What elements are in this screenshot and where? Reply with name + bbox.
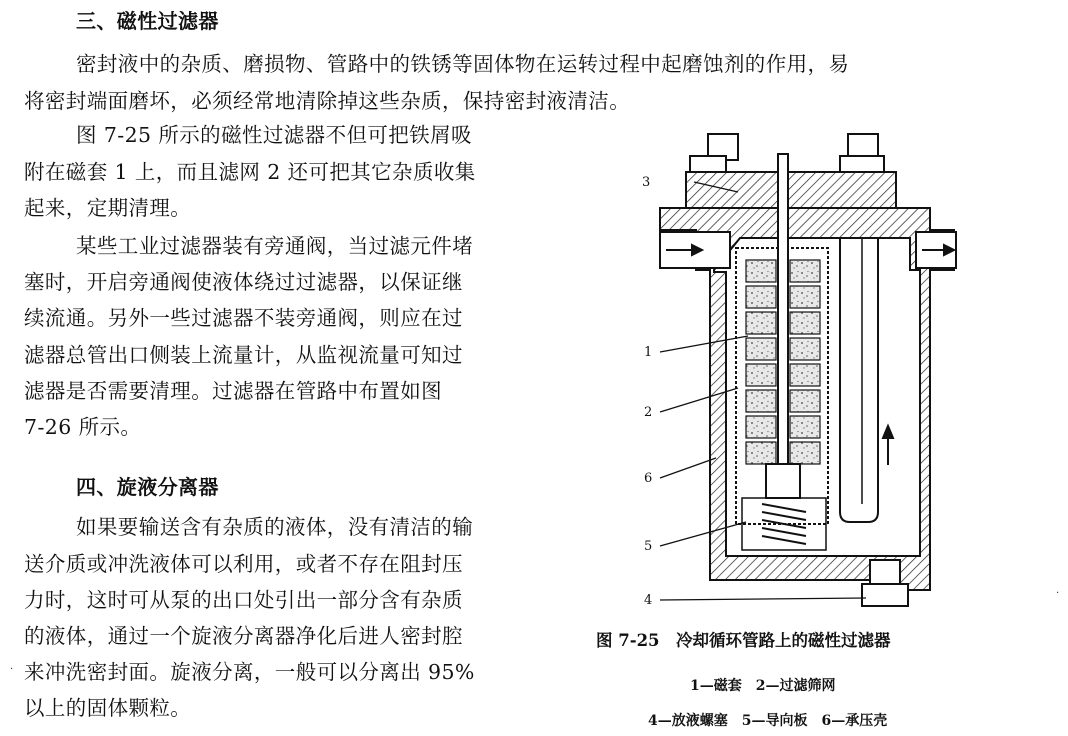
paragraph-line: 续流通。另外一些过滤器不装旁通阀，则应在过 xyxy=(24,306,463,330)
paragraph-line: 图 7-25 所示的磁性过滤器不但可把铁屑吸 xyxy=(76,123,472,147)
label-part-5: 5 xyxy=(644,539,653,554)
paragraph-line: 滤器总管出口侧装上流量计，从监视流量可知过 xyxy=(24,343,463,367)
label-part-2: 2 xyxy=(644,405,653,420)
label-part-1: 1 xyxy=(644,345,653,360)
section-heading-magnetic-filter: 三、磁性过滤器 xyxy=(76,9,219,33)
rod-nut xyxy=(766,464,800,498)
paragraph-line: 力时，这时可从泵的出口处引出一部分含有杂质 xyxy=(24,588,463,612)
paragraph-line: 附在磁套 1 上，而且滤网 2 还可把其它杂质收集 xyxy=(24,160,476,184)
paragraph-line: 滤器是否需要清理。过滤器在管路中布置如图 xyxy=(24,379,442,403)
figure-legend-line-2: 4—放液螺塞 5—导向板 6—承压壳 xyxy=(648,713,888,729)
label-part-6: 6 xyxy=(644,471,653,486)
cover-part-3 xyxy=(686,172,896,208)
magnetic-filter-diagram xyxy=(630,120,970,620)
figure-legend-line-1: 1—磁套 2—过滤筛网 xyxy=(690,678,836,694)
paragraph-line: 以上的固体颗粒。 xyxy=(24,696,192,720)
paragraph-line: 起来，定期清理。 xyxy=(24,196,192,220)
paragraph-line: 如果要输送含有杂质的液体，没有清洁的输 xyxy=(76,515,474,539)
label-part-3: 3 xyxy=(642,175,651,190)
paragraph-line: 来冲洗密封面。旋液分离，一般可以分离出 95% xyxy=(24,660,475,684)
scan-speck: · xyxy=(10,664,14,675)
paragraph-line: 的液体，通过一个旋液分离器净化后进人密封腔 xyxy=(24,624,463,648)
section-heading-hydrocyclone: 四、旋液分离器 xyxy=(76,475,219,499)
scan-speck: · xyxy=(1056,588,1060,599)
paragraph-line: 塞时，开启旁通阀使液体绕过过滤器，以保证继 xyxy=(24,270,463,294)
figure-caption: 图 7-25 冷却循环管路上的磁性过滤器 xyxy=(596,631,891,650)
paragraph-line: 送介质或冲洗液体可以利用，或者不存在阻封压 xyxy=(24,552,463,576)
paragraph-line: 密封液中的杂质、磨损物、管路中的铁锈等固体物在运转过程中起磨蚀剂的作用，易 xyxy=(76,52,850,76)
center-rod xyxy=(778,154,788,484)
paragraph-line: 将密封端面磨坏，必须经常地清除掉这些杂质，保持密封液清洁。 xyxy=(24,89,631,113)
paragraph-line: 7-26 所示。 xyxy=(24,415,142,439)
paragraph-line: 某些工业过滤器装有旁通阀，当过滤元件堵 xyxy=(76,234,474,258)
label-part-4: 4 xyxy=(644,593,653,608)
